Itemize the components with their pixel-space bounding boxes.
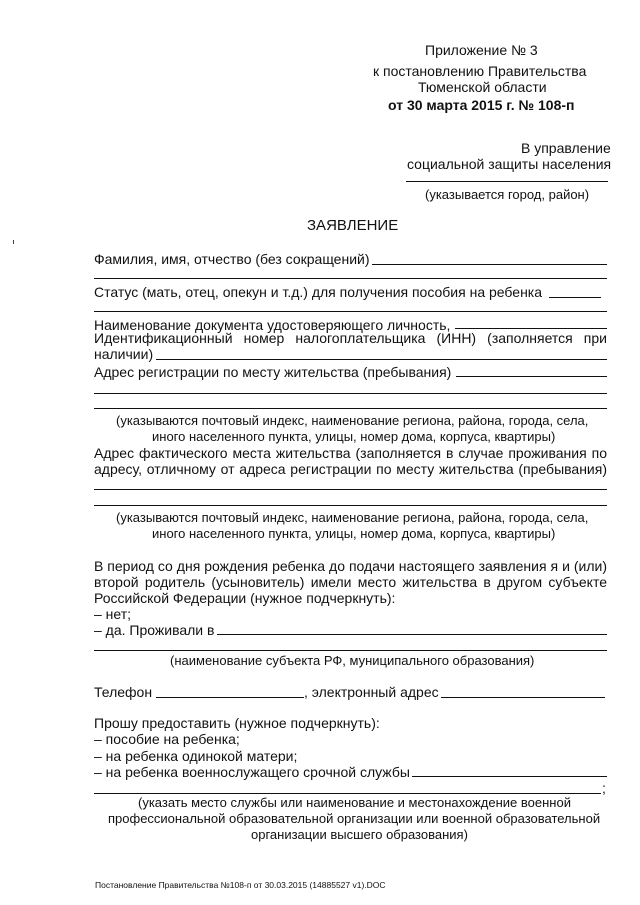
email-field[interactable] <box>441 697 605 698</box>
appendix-number: Приложение № 3 <box>425 42 538 58</box>
fio-line[interactable] <box>372 264 607 265</box>
phone-label: Телефон <box>94 684 153 700</box>
reg-address-hint: (указываются почтовый индекс, наименование региона, района, города, села, <box>116 413 589 428</box>
addressee-line1: В управление <box>521 140 611 156</box>
reg-address-label: Адрес регистрации по месту жительства (пребывания) <box>94 364 452 380</box>
residence-option-no[interactable]: – нет; <box>94 606 132 622</box>
fio-line-2[interactable] <box>94 278 607 279</box>
id-document-label: Наименование документа удостоверяющего личность, <box>94 317 451 333</box>
service-hint-2: профессиональной образовательной организации или военной образовательной <box>108 811 601 826</box>
inn-label: Идентификационный номер налогоплательщика (ИНН) (заполняется при <box>94 330 607 346</box>
residence-text: В период со дня рождения ребенка до подачи настоящего заявления я и (или) <box>94 558 607 574</box>
service-place-line[interactable] <box>412 776 607 777</box>
region-name: Тюменской области <box>418 79 547 95</box>
status-line[interactable] <box>549 297 601 298</box>
request-option-child-allowance[interactable]: – пособие на ребенка; <box>94 731 240 747</box>
request-option-single-mother[interactable]: – на ребенка одинокой матери; <box>94 748 298 764</box>
inn-label-2: наличии) <box>94 346 154 362</box>
actual-address-hint-2: иного населенного пункта, улицы, номер дома, корпуса, квартиры) <box>152 526 556 541</box>
document-footer: Постановление Правительства №108-п от 30.03.2015 (14885527 v1).DOC <box>95 880 386 890</box>
reg-address-line-3[interactable] <box>94 408 607 409</box>
actual-address-label-2: адресу, отличному от адреса регистрации по месту жительства (пребывания) <box>94 461 607 477</box>
reg-address-hint-2: иного населенного пункта, улицы, номер дома, корпуса, квартиры) <box>152 429 556 444</box>
request-option-conscript[interactable]: – на ребенка военнослужащего срочной службы <box>94 764 410 780</box>
residence-text-2: второй родитель (усыновитель) имели место жительства в другом субъекте <box>94 574 607 590</box>
service-hint: (указать место службы или наименование и местонахождение военной <box>138 795 571 810</box>
actual-address-line[interactable] <box>94 489 607 490</box>
inn-line[interactable] <box>156 359 607 360</box>
addressee-line2: социальной защиты населения <box>407 156 612 172</box>
service-place-semicolon: ; <box>602 780 606 796</box>
fio-label: Фамилия, имя, отчество (без сокращений) <box>94 251 370 267</box>
status-label: Статус (мать, отец, опекун и т.д.) для получения пособия на ребенка <box>94 284 543 300</box>
residence-place-line[interactable] <box>217 634 607 635</box>
city-district-hint: (указывается город, район) <box>425 187 590 202</box>
reg-address-line-2[interactable] <box>94 393 607 394</box>
residence-hint: (наименование субъекта РФ, муниципального образования) <box>170 653 535 668</box>
reg-address-line[interactable] <box>456 376 607 377</box>
status-line-2[interactable] <box>94 311 607 312</box>
resolution-date: от 30 марта 2015 г. № 108-п <box>388 97 575 113</box>
document-title: ЗАЯВЛЕНИЕ <box>307 217 399 234</box>
city-district-line[interactable] <box>406 181 608 182</box>
id-document-line[interactable] <box>455 328 607 329</box>
actual-address-line-2[interactable] <box>94 505 607 506</box>
request-intro: Прошу предоставить (нужное подчеркнуть): <box>94 715 380 731</box>
residence-option-yes[interactable]: – да. Проживали в <box>94 622 215 638</box>
service-hint-3: организации высшего образования) <box>251 827 468 842</box>
email-label: , электронный адрес <box>304 684 439 700</box>
resolution-ref: к постановлению Правительства <box>373 63 587 79</box>
residence-place-line-2[interactable] <box>94 650 607 651</box>
actual-address-label: Адрес фактического места жительства (заполняется в случае проживания по <box>94 445 607 461</box>
actual-address-hint: (указываются почтовый индекс, наименование региона, района, города, села, <box>116 510 589 525</box>
residence-text-3: Российской Федерации (нужное подчеркнуть): <box>94 590 396 606</box>
margin-mark <box>13 240 14 244</box>
service-place-line-2[interactable] <box>94 793 601 794</box>
phone-field[interactable] <box>156 697 304 698</box>
